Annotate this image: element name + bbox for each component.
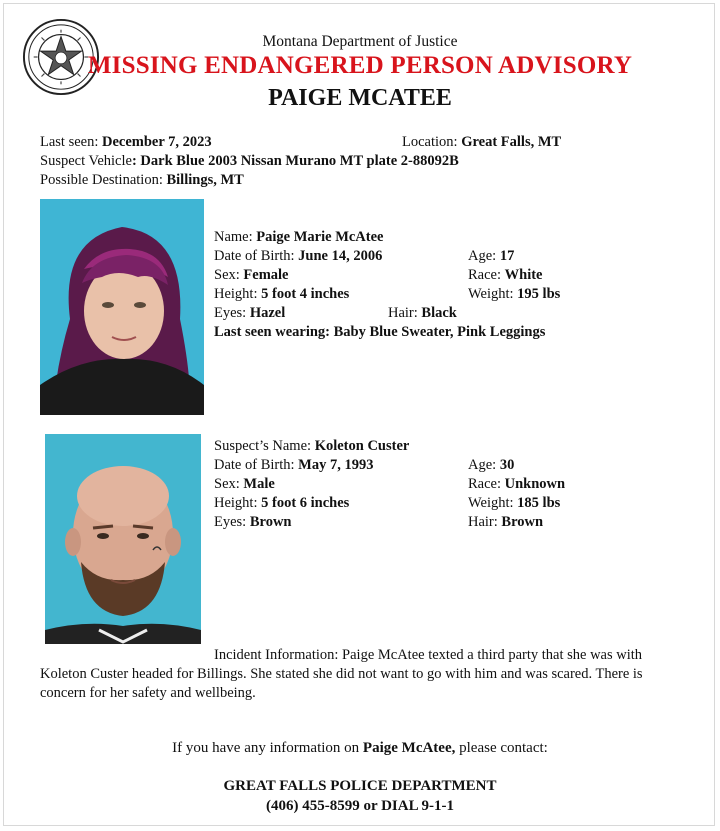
- suspect-height-row: [214, 495, 349, 512]
- suspect-age-value: 30: [499, 457, 515, 473]
- contact-suffix: please contact:: [455, 740, 548, 756]
- suspect-sex-value: Male: [243, 476, 275, 492]
- suspect-sex-label: Sex:: [214, 476, 244, 492]
- missing-weight-label: Weight:: [468, 286, 518, 302]
- suspect-weight-row: [468, 495, 560, 512]
- missing-eyes-row: [214, 305, 285, 322]
- location-row: [402, 134, 561, 151]
- contact-prefix: If you have any information on: [172, 740, 363, 756]
- vehicle-row: [40, 153, 459, 170]
- suspect-hair-value: Brown: [501, 514, 544, 530]
- suspect-dob-row: [214, 457, 373, 474]
- missing-hair-value: Black: [421, 305, 457, 321]
- missing-eyes-label: Eyes:: [214, 305, 250, 321]
- missing-race-label: Race:: [468, 267, 505, 283]
- last-seen-row: [40, 134, 212, 151]
- missing-hair-label: Hair:: [388, 305, 422, 321]
- suspect-race-row: [468, 476, 565, 493]
- missing-dob-label: Date of Birth:: [214, 248, 299, 264]
- missing-age-label: Age:: [468, 248, 500, 264]
- missing-sex-row: [214, 267, 289, 284]
- missing-age-value: 17: [499, 248, 515, 264]
- missing-sex-label: Sex:: [214, 267, 244, 283]
- advisory-title: MISSING ENDANGERED PERSON ADVISORY: [87, 52, 633, 79]
- last-seen-value: December 7, 2023: [102, 134, 212, 150]
- missing-name-value: Paige Marie McAtee: [256, 229, 384, 245]
- suspect-eyes-label: Eyes:: [214, 514, 250, 530]
- incident-information: Incident Information: Paige McAtee texted a third party that she was with Koleton Custer headed for Billings. She stated she did not want to go with him and was scared. There is concern for her safety and wellbeing.: [40, 647, 643, 701]
- suspect-eyes-value: Brown: [249, 514, 292, 530]
- suspect-height-label: Height:: [214, 495, 262, 511]
- missing-person-title: PAIGE MCATEE: [268, 85, 452, 111]
- missing-name-row: [214, 229, 383, 246]
- destination-value: Billings, MT: [166, 172, 244, 188]
- missing-weight-value: 195 lbs: [517, 286, 561, 302]
- suspect-name-label: Suspect’s Name:: [214, 438, 315, 454]
- missing-height-value: 5 foot 4 inches: [261, 286, 350, 302]
- vehicle-value: : Dark Blue 2003 Nissan Murano MT plate 2-88092B: [131, 153, 459, 169]
- missing-race-value: White: [504, 267, 543, 283]
- suspect-name-value: Koleton Custer: [314, 438, 410, 454]
- missing-height-row: [214, 286, 349, 303]
- missing-age-row: [468, 248, 514, 265]
- missing-sex-value: Female: [243, 267, 289, 283]
- police-department: GREAT FALLS POLICE DEPARTMENT: [223, 778, 497, 794]
- location-label: Location:: [402, 134, 462, 150]
- suspect-eyes-row: [214, 514, 291, 531]
- location-value: Great Falls, MT: [461, 134, 562, 150]
- suspect-weight-value: 185 lbs: [517, 495, 561, 511]
- suspect-age-row: [468, 457, 514, 474]
- suspect-sex-row: [214, 476, 275, 493]
- suspect-race-value: Unknown: [504, 476, 566, 492]
- vehicle-label: Suspect Vehicle: [40, 153, 132, 169]
- missing-height-label: Height:: [214, 286, 262, 302]
- missing-wearing: Last seen wearing: Baby Blue Sweater, Pink Leggings: [214, 324, 546, 340]
- missing-hair-row: [388, 305, 457, 322]
- contact-person-name: Paige McAtee,: [362, 740, 456, 756]
- suspect-race-label: Race:: [468, 476, 505, 492]
- missing-dob-value: June 14, 2006: [298, 248, 383, 264]
- suspect-dob-label: Date of Birth:: [214, 457, 299, 473]
- missing-weight-row: [468, 286, 560, 303]
- destination-label: Possible Destination:: [40, 172, 167, 188]
- missing-name-label: Name:: [214, 229, 257, 245]
- suspect-age-label: Age:: [468, 457, 500, 473]
- suspect-hair-label: Hair:: [468, 514, 502, 530]
- suspect-dob-value: May 7, 1993: [298, 457, 374, 473]
- missing-race-row: [468, 267, 543, 284]
- last-seen-label: Last seen:: [40, 134, 103, 150]
- missing-dob-row: [214, 248, 382, 265]
- suspect-hair-row: [468, 514, 543, 531]
- suspect-name-row: [214, 438, 409, 455]
- contact-phone: (406) 455-8599 or DIAL 9-1-1: [265, 798, 455, 814]
- missing-eyes-value: Hazel: [249, 305, 286, 321]
- missing-person-photo: [40, 199, 204, 415]
- suspect-weight-label: Weight:: [468, 495, 518, 511]
- suspect-height-value: 5 foot 6 inches: [261, 495, 350, 511]
- destination-row: [40, 172, 244, 189]
- agency-name: Montana Department of Justice: [262, 33, 458, 50]
- suspect-photo: [45, 434, 201, 644]
- contact-prompt: [0, 740, 720, 757]
